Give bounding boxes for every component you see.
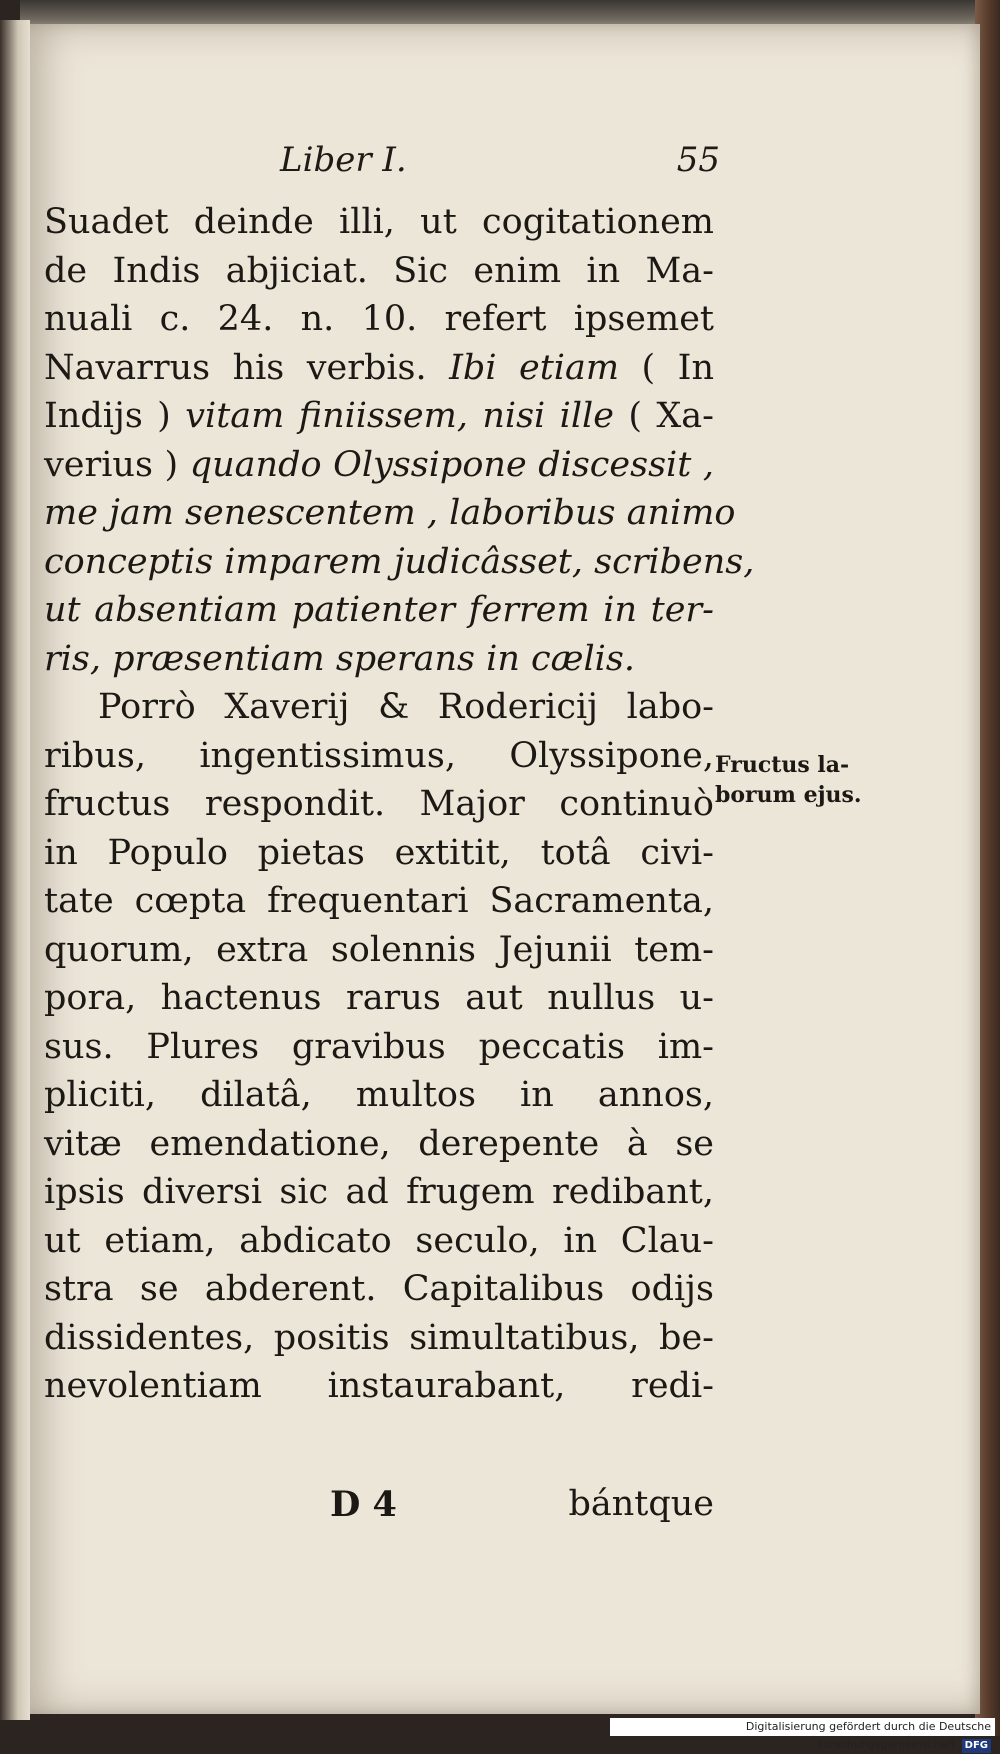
text-line <box>44 877 714 926</box>
text-segment: ribus, ingentissimus, Olyssipone, <box>44 735 714 776</box>
text-segment: stra se abderent. Capitalibus odijs <box>44 1269 714 1309</box>
text-segment: ( In <box>619 347 714 388</box>
catchword: bántque <box>568 1484 714 1524</box>
text-segment: nuali c. 24. n. 10. refert ipsemet <box>44 299 714 339</box>
italic-segment: quando Olyssipone discessit , <box>189 444 714 485</box>
marginal-note <box>715 750 885 810</box>
text-line <box>44 635 714 684</box>
text-line <box>44 198 714 247</box>
text-line <box>44 780 714 829</box>
text-segment: nevolentiam instaurabant, redi- <box>44 1366 714 1406</box>
text-line <box>44 1362 714 1411</box>
text-line <box>44 441 714 490</box>
text-line <box>44 489 736 538</box>
text-line <box>44 1120 714 1169</box>
text-segment: Navarrus his verbis. <box>44 347 450 388</box>
text-line <box>44 732 714 781</box>
italic-segment: conceptis imparem judicâsset, scribens, <box>44 541 755 582</box>
text-segment: Indijs ) <box>44 396 186 436</box>
text-line <box>44 926 714 975</box>
text-line <box>44 974 714 1023</box>
text-line <box>44 1023 714 1072</box>
text-line <box>44 295 714 344</box>
text-segment: ut etiam, abdicato seculo, in Clau- <box>44 1220 714 1261</box>
text-segment: Porrò Xaverij & Rodericij labo- <box>98 687 714 727</box>
text-segment: vitæ emendatione, derepente à se <box>44 1123 714 1164</box>
page-number: 55 <box>676 140 720 180</box>
book-gutter <box>0 20 30 1720</box>
text-segment: tate cœpta frequentari Sacramenta, <box>44 881 714 921</box>
text-line <box>44 344 714 393</box>
text-line <box>44 1217 714 1266</box>
text-line <box>44 683 714 732</box>
text-segment: dissidentes, positis simultatibus, be- <box>44 1317 714 1358</box>
signature-mark: D 4 <box>330 1484 397 1525</box>
page-footer <box>330 1484 714 1534</box>
text-line <box>44 829 714 878</box>
text-line <box>44 1071 714 1120</box>
text-line <box>44 1314 714 1363</box>
digitization-credit <box>610 1718 995 1751</box>
text-line <box>44 1168 714 1217</box>
text-segment: Suadet deinde illi, ut cogitationem <box>44 202 714 242</box>
credit-text: Digitalisierung gefördert durch die Deutsche Forschungsgemeinschaft <box>745 1720 991 1751</box>
italic-segment: Ibi etiam <box>449 347 620 388</box>
text-segment: ipsis diversi sic ad frugem redibant, <box>44 1172 714 1212</box>
italic-segment: vitam finiissem, nisi ille <box>185 396 614 436</box>
text-line <box>44 538 755 587</box>
text-line <box>44 392 714 441</box>
text-segment: de Indis abjiciat. Sic enim in Ma- <box>44 250 714 291</box>
text-line <box>44 586 714 635</box>
text-line <box>44 247 714 296</box>
text-line <box>44 1265 714 1314</box>
text-segment: verius ) <box>44 444 190 485</box>
text-segment: quorum, extra solennis Jejunii tem- <box>44 929 714 970</box>
text-segment: fructus respondit. Major continuò <box>44 784 714 824</box>
dfg-logo: DFG <box>962 1739 991 1753</box>
italic-segment: me jam senescentem , laboribus animo <box>44 493 736 533</box>
running-title: Liber I. <box>280 140 407 180</box>
text-segment: pliciti, dilatâ, multos in annos, <box>44 1075 714 1115</box>
italic-segment: ut absentiam patienter ferrem in ter- <box>44 590 714 630</box>
text-segment: ( Xa- <box>613 396 715 436</box>
text-segment: pora, hactenus rarus aut nullus u- <box>44 978 714 1018</box>
text-segment: in Populo pietas extitit, totâ civi- <box>44 832 714 873</box>
marginal-note-line-2: borum ejus. <box>715 782 862 808</box>
running-header <box>280 140 720 184</box>
italic-segment: ris, præsentiam sperans in cælis. <box>44 638 635 679</box>
marginal-note-line-1: Fructus la- <box>715 752 850 778</box>
body-text <box>44 198 755 1411</box>
text-segment: sus. Plures gravibus peccatis im- <box>44 1026 714 1067</box>
